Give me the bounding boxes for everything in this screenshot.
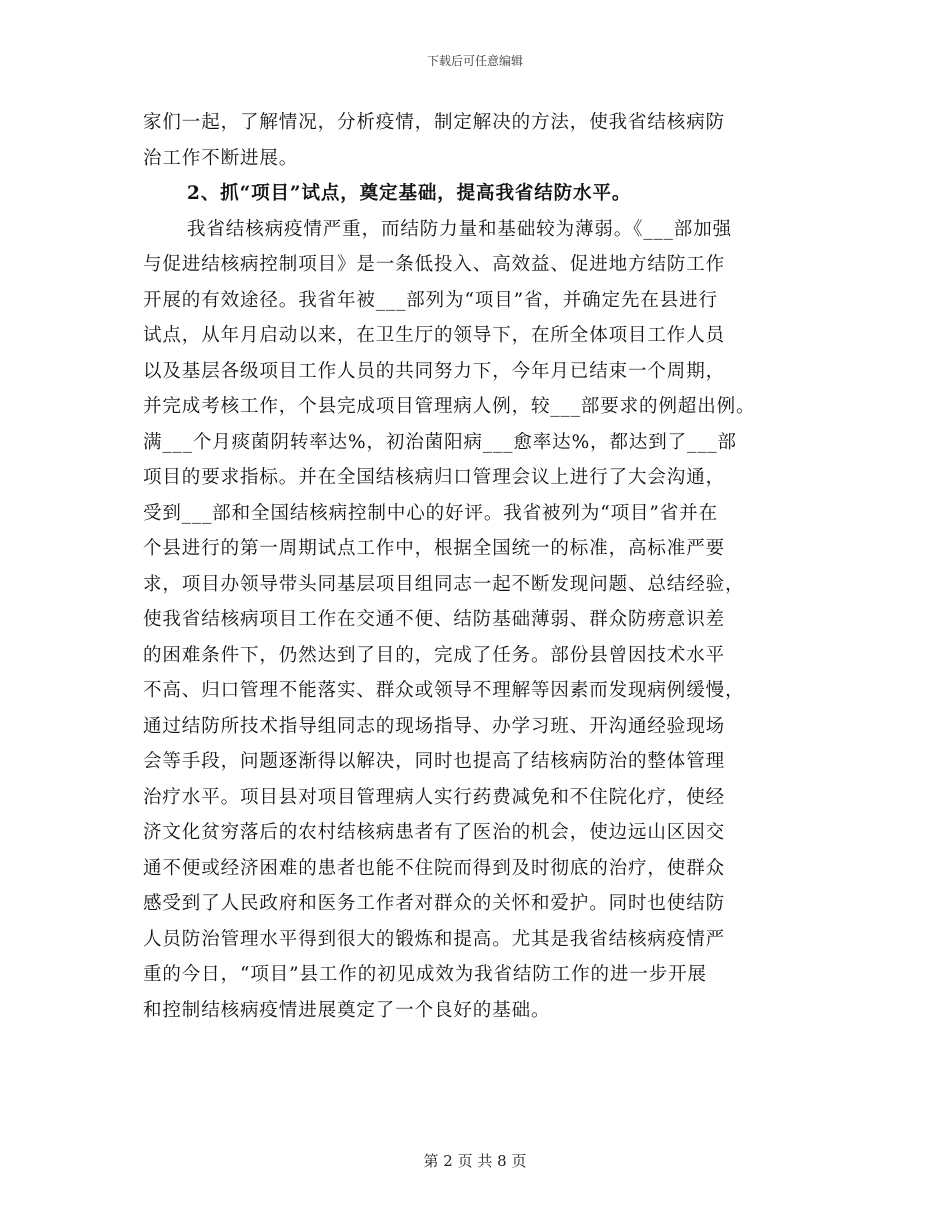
body-line: 满___个月痰菌阴转率达%，初治菌阳病___愈率达%，都达到了___部 [143, 431, 737, 453]
body-line: 使我省结核病项目工作在交通不便、结防基础薄弱、群众防痨意识差 [143, 609, 726, 630]
body-line: 和控制结核病疫情进展奠定了一个良好的基础。 [143, 999, 551, 1021]
document-body [143, 105, 833, 1028]
body-line: 试点，从年月启动以来，在卫生厅的领导下，在所全体项目工作人员 [143, 325, 726, 346]
body-line: 感受到了人民政府和医务工作者对群众的关怀和爱护。同时也使结防 [143, 893, 726, 914]
body-line: 求，项目办领导带头同基层项目组同志一起不断发现问题、总结经验， [143, 573, 745, 595]
body-line: 以及基层各级项目工作人员的共同努力下，今年月已结束一个周期， [143, 360, 726, 382]
body-line: 开展的有效途径。我省年被___部列为“项目”省，并确定先在县进行 [143, 289, 718, 311]
body-line: 我省结核病疫情严重，而结防力量和基础较为薄弱。《___部加强 [187, 218, 733, 240]
body-line: 与促进结核病控制项目》是一条低投入、高效益、促进地方结防工作 [143, 254, 726, 275]
body-line: 项目的要求指标。并在全国结核病归口管理会议上进行了大会沟通， [143, 467, 726, 488]
body-line: 的困难条件下，仍然达到了目的，完成了任务。部份县曾因技术水平 [143, 644, 726, 666]
page-header: 下载后可任意编辑 [426, 54, 523, 68]
body-line: 治疗水平。项目县对项目管理病人实行药费减免和不住院化疗，使经 [143, 786, 726, 808]
body-line: 济文化贫穷落后的农村结核病患者有了医治的机会，使边远山区因交 [143, 822, 726, 843]
body-line: 家们一起，了解情况，分析疫情，制定解决的方法，使我省结核病防 [143, 112, 726, 133]
body-line: 受到___部和全国结核病控制中心的好评。我省被列为“项目”省并在 [143, 502, 718, 524]
section-heading: 2、抓“项目”试点，奠定基础，提高我省结防水平。 [187, 183, 632, 204]
body-line: 通不便或经济困难的患者也能不住院而得到及时彻底的治疗，使群众 [143, 857, 726, 879]
body-line: 并完成考核工作，个县完成项目管理病人例，较___部要求的例超出例。 [143, 396, 756, 417]
body-line: 会等手段，问题逐渐得以解决，同时也提高了结核病防治的整体管理 [143, 751, 726, 772]
body-line: 通过结防所技术指导组同志的现场指导、办学习班、开沟通经验现场 [143, 715, 726, 737]
body-line: 人员防治管理水平得到很大的锻炼和提高。尤其是我省结核病疫情严 [143, 928, 726, 950]
page-number: 第 2 页 共 8 页 [423, 1152, 527, 1170]
body-line: 治工作不断进展。 [143, 147, 299, 169]
body-line: 不高、归口管理不能落实、群众或领导不理解等因素而发现病例缓慢， [143, 680, 745, 701]
body-line: 重的今日，“项目”县工作的初见成效为我省结防工作的进一步开展 [143, 964, 707, 985]
body-line: 个县进行的第一周期试点工作中，根据全国统一的标准，高标准严要 [143, 538, 726, 559]
